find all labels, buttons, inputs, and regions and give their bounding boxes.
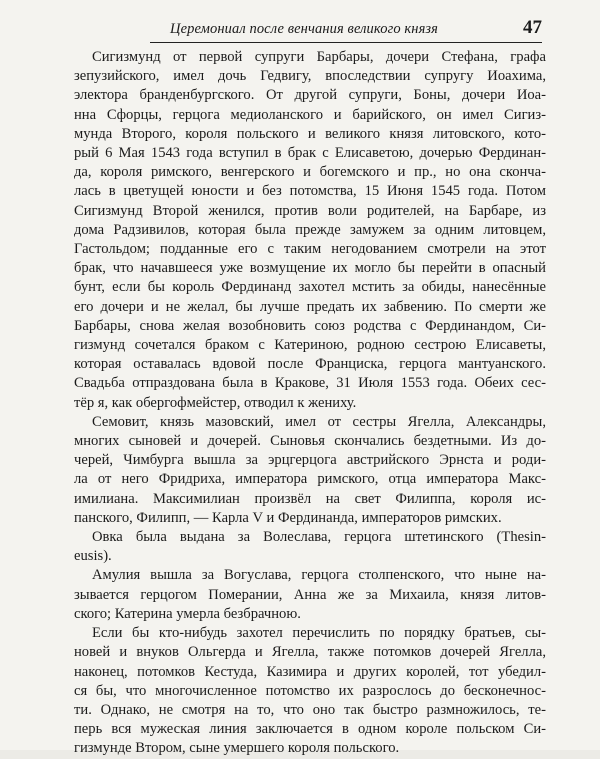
text-line: нна Сфорцы, герцога медиоланского и барийского, он имел Сигиз- xyxy=(74,106,546,123)
text-line: бунт, если бы король Фердинанд захотел мстить за обиды, нанесённые xyxy=(74,279,546,296)
text-line: имилиана. Максимилиан произвёл на свет Филиппа, короля ис- xyxy=(74,490,546,507)
paragraph xyxy=(74,566,546,624)
text-line: Барбары, снова желая возобновить союз родства с Фердинандом, Си- xyxy=(74,317,546,334)
paragraph xyxy=(74,48,546,413)
text-line: мунда Второго, короля польского и великого князя литовского, кото- xyxy=(74,125,546,142)
text-line: наконец, потомков Кестуда, Казимира и других королей, тот убедил- xyxy=(74,663,546,680)
header-rule xyxy=(150,42,542,43)
text-line: Овка была выдана за Волеслава, герцога штетинского (Thesin- xyxy=(92,529,546,546)
running-title: Церемониал после венчания великого князя xyxy=(170,21,439,37)
text-line: ти. Однако, не смотря на то, что оно так быстро размножилось, те- xyxy=(74,701,546,718)
text-line: Амулия вышла за Вогуслава, герцога столпенского, что ныне на- xyxy=(92,567,546,584)
text-line: гизмунд сочетался браком с Катериною, родною сестрою Елисаветы, xyxy=(74,337,546,354)
page-header xyxy=(150,17,542,43)
text-line: дома Радзивилов, которая была прежде замужем за одним литовцем, xyxy=(74,221,546,238)
text-line: перь вся мужеская линия заключается в одном короле польском Си- xyxy=(74,721,546,738)
text-line: черей, Чимбурга вышла за эрцгерцога австрийского Эрнста и роди- xyxy=(74,452,546,469)
text-line: Свадьба отпраздована была в Кракове, 31 Июля 1553 года. Обеих сес- xyxy=(74,375,546,392)
text-line: ся бы, что многочисленное потомство их разрослось до бесконечнос- xyxy=(74,682,546,699)
text-line: тёр я, как обергофмейстер, отводил к жениху. xyxy=(74,394,357,411)
paragraph xyxy=(74,624,546,758)
text-line: панского, Филипп, — Карла V и Фердинанда, императоров римских. xyxy=(74,509,502,526)
text-line: Гастольдом; подданные его с таким негодованием смотрели на этот xyxy=(74,241,546,258)
text-line: лась в цветущей юности и без потомства, 15 Июня 1545 года. Потом xyxy=(74,183,546,200)
text-line: его дочери и не желал, бы лучше предать их забвению. По смерти же xyxy=(74,298,546,315)
text-line: многих сыновей и дочерей. Сыновья скончались бездетными. Из до- xyxy=(74,433,546,450)
body-text xyxy=(74,48,546,759)
text-line: брак, что начавшееся уже возмущение их могло бы перейти в опасный xyxy=(74,260,546,277)
text-line: новей и внуков Ольгерда и Ягелла, также потомков дочерей Ягелла, xyxy=(74,644,546,661)
text-line: Если бы кто-нибудь захотел перечислить по порядку братьев, сы- xyxy=(92,625,546,642)
text-line: Сигизмунд Второй женился, против воли родителей, на Барбаре, из xyxy=(74,202,546,219)
text-line: да, короля римского, венгерского и богемского и пр., но она скончa- xyxy=(74,164,546,181)
text-line: рый 6 Мая 1543 года вступил в брак с Елисаветою, дочерью Фердинан- xyxy=(74,145,546,162)
text-line: зепузийского, имел дочь Гедвигу, впоследствии супругу Иоахима, xyxy=(74,68,546,85)
text-line: eusis). xyxy=(74,548,112,565)
text-line: ского; Катерина умерла безбрачною. xyxy=(74,605,301,622)
text-line: зывается герцогом Померании, Анна же за Михаила, князя литов- xyxy=(74,586,546,603)
text-line: Семовит, князь мазовский, имел от сестры Ягелла, Александры, xyxy=(92,413,546,430)
paragraph xyxy=(74,413,546,528)
text-line: электора бранденбургского. От другой супруги, Боны, дочери Иоа- xyxy=(74,87,546,104)
text-line: гизмунде Втором, сыне умершего короля польского. xyxy=(74,740,400,757)
text-line: ла от него Фридриха, императора римского, отца императора Макс- xyxy=(74,471,546,488)
text-line: Сигизмунд от первой супруги Барбары, дочери Стефана, графа xyxy=(92,49,546,65)
text-line: которая оставалась вдовой после Франциска, герцога мантуанского. xyxy=(74,356,546,373)
page-number: 47 xyxy=(523,17,542,38)
paragraph xyxy=(74,528,546,566)
